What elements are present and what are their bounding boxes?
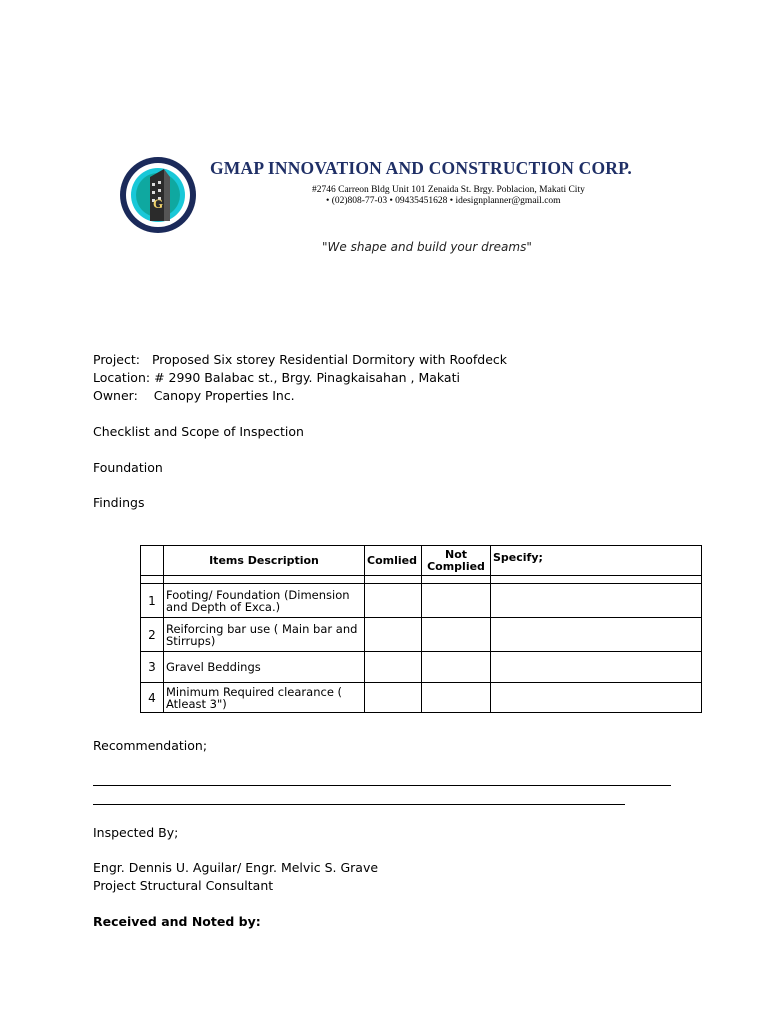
inspected-by-heading: Inspected By; — [93, 825, 179, 840]
location-value: # 2990 Balabac st., Brgy. Pinagkaisahan , Makati — [154, 370, 460, 385]
row-number: 4 — [141, 683, 164, 713]
table-header-cell: Specify; — [491, 546, 702, 576]
location-label: Location: — [93, 370, 151, 385]
not-complied-cell[interactable] — [422, 652, 491, 683]
company-logo — [118, 155, 198, 235]
complied-cell[interactable] — [365, 652, 422, 683]
checklist-heading: Checklist and Scope of Inspection — [93, 424, 304, 439]
specify-cell[interactable] — [491, 618, 702, 652]
table-row — [141, 683, 702, 713]
row-number: 2 — [141, 618, 164, 652]
findings-heading: Findings — [93, 495, 145, 510]
row-number: 1 — [141, 584, 164, 618]
recommendation-line[interactable] — [93, 804, 625, 805]
table-header-cell: Not Complied — [422, 546, 491, 576]
table-cell — [365, 576, 422, 584]
inspector-names: Engr. Dennis U. Aguilar/ Engr. Melvic S. Grave — [93, 860, 379, 875]
inspection-table — [140, 545, 702, 713]
table-header-cell — [141, 546, 164, 576]
owner-line — [93, 388, 295, 404]
not-complied-cell[interactable] — [422, 618, 491, 652]
project-label: Project: — [93, 352, 140, 367]
table-row — [141, 652, 702, 683]
not-complied-cell[interactable] — [422, 683, 491, 713]
table-cell — [141, 576, 164, 584]
table-header-cell: Comlied — [365, 546, 422, 576]
company-motto: "We shape and build your dreams" — [322, 240, 532, 254]
not-complied-cell[interactable] — [422, 584, 491, 618]
table-cell — [422, 576, 491, 584]
foundation-heading: Foundation — [93, 460, 163, 475]
specify-cell[interactable] — [491, 683, 702, 713]
row-description: Footing/ Foundation (Dimension and Depth of Exca.) — [164, 584, 365, 618]
complied-cell[interactable] — [365, 683, 422, 713]
owner-label: Owner: — [93, 388, 138, 403]
table-cell — [491, 576, 702, 584]
row-description: Gravel Beddings — [164, 652, 365, 683]
specify-cell[interactable] — [491, 652, 702, 683]
company-contact: • (02)808-77-03 • 09435451628 • idesignplanner@gmail.com — [326, 196, 561, 206]
table-spacer-row — [141, 576, 702, 584]
complied-cell[interactable] — [365, 584, 422, 618]
received-heading: Received and Noted by: — [93, 914, 261, 929]
table-header-row — [141, 546, 702, 576]
recommendation-heading: Recommendation; — [93, 738, 208, 753]
recommendation-line[interactable] — [93, 785, 671, 786]
specify-cell[interactable] — [491, 584, 702, 618]
svg-text:G: G — [152, 196, 164, 211]
row-number: 3 — [141, 652, 164, 683]
row-description: Reiforcing bar use ( Main bar and Stirrups) — [164, 618, 365, 652]
location-line — [93, 370, 460, 386]
company-name: GMAP INNOVATION AND CONSTRUCTION CORP. — [210, 158, 632, 178]
inspector-role: Project Structural Consultant — [93, 878, 274, 893]
project-line — [93, 352, 507, 368]
row-description: Minimum Required clearance ( Atleast 3") — [164, 683, 365, 713]
table-row — [141, 584, 702, 618]
owner-value: Canopy Properties Inc. — [153, 388, 295, 403]
table-row — [141, 618, 702, 652]
complied-cell[interactable] — [365, 618, 422, 652]
table-cell — [164, 576, 365, 584]
project-value: Proposed Six storey Residential Dormitory with Roofdeck — [151, 352, 508, 367]
company-address: #2746 Carreon Bldg Unit 101 Zenaida St. Brgy. Poblacion, Makati City — [312, 185, 585, 195]
table-header-cell: Items Description — [164, 546, 365, 576]
